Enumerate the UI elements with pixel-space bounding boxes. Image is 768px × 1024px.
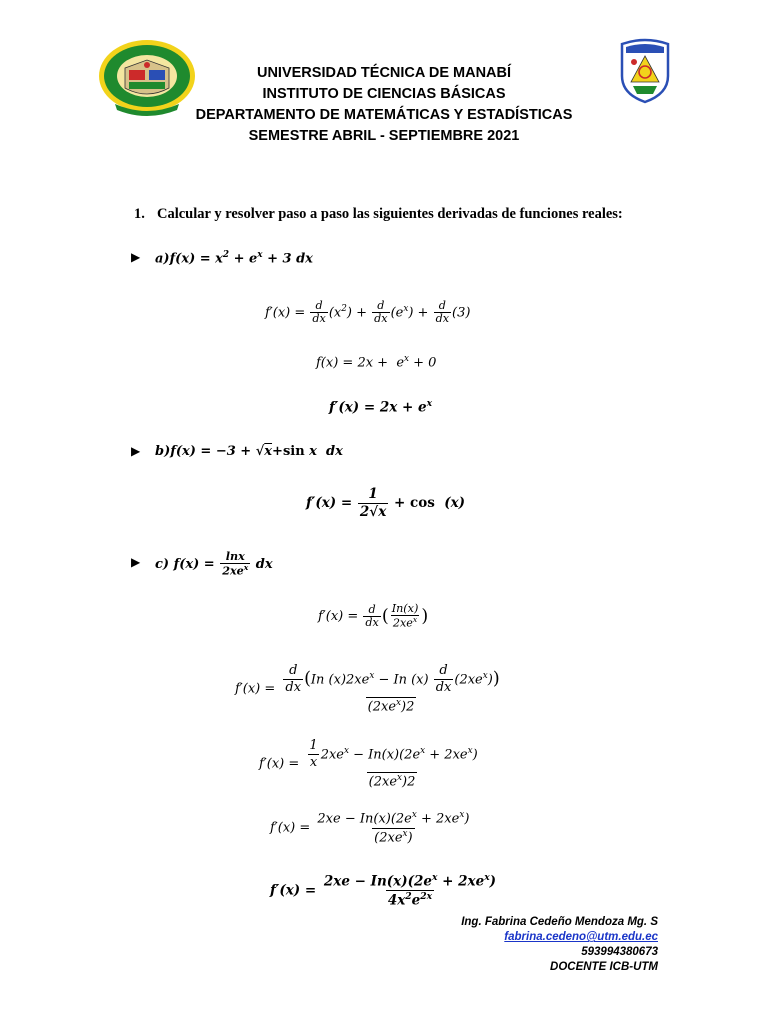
eq-a-result: $f'(x) = 2x + e^x$ [329, 398, 433, 416]
eq-c-step1: f′(x) = $\frac{d}{dx}$ ( $\frac{In(x)}{2xe^x}$ ) [318, 602, 429, 631]
bullet-arrow-icon: ▶ [131, 555, 141, 569]
author-role: DOCENTE ICB-UTM [550, 961, 658, 973]
eq-c-step2: f′(x) = $\frac{d}{dx}$ (In $(x)2xe^x - In$ (x) $\frac{d}{dx}$ $(2xe^x)$) $(2xe^x)2$ [235, 663, 500, 714]
eq-c-step3: f′(x) = $\frac{1}{x}$ $2xe^x - In(x)(2e^x + 2xe^x)$ $(2xe^x)2$ [259, 738, 478, 789]
eq-c-step4: f′(x) = $\frac{2xe - In(x)(2e^x + 2xe^x)}{(2xe^x)}$ [270, 810, 470, 845]
task-number: 1. [134, 206, 145, 222]
item-b-statement: b)f(x) = −3 + √x+sin x dx [155, 444, 343, 459]
bullet-arrow-icon: ▶ [131, 250, 141, 264]
item-a-statement: $a)f(x) = x^2 + e^x + 3$ dx [155, 250, 313, 267]
university-name: UNIVERSIDAD TÉCNICA DE MANABÍ [256, 65, 512, 81]
author-name: Ing. Fabrina Cedeño Mendoza Mg. S [461, 916, 658, 928]
eq-c-result: f′(x) = $\frac{2xe - In(x)(2e^x + 2xe^x)}{4x^2e^{2x}}$ [270, 872, 497, 909]
signature-block [461, 915, 658, 975]
author-email-link[interactable]: fabrina.cedeno@utm.edu.ec [504, 931, 658, 943]
eq-a-step2: $f(x) = 2x + e^x + 0$ [316, 354, 437, 371]
institute-name: INSTITUTO DE CIENCIAS BÁSICAS [262, 86, 506, 102]
eq-b-result: f′(x) = $\frac{1}{2√x}$ + cos (x) [306, 486, 466, 520]
eq-a-step1: f′(x) = $\frac{d}{dx}$ $(x^2)$ + $\frac{d}{dx}$ $(e^x)$ + $\frac{d}{dx}$ (3) [265, 299, 471, 326]
item-c-statement: c) f(x) = $\frac{\ln x}{2xe^x}$ dx [155, 550, 273, 579]
bullet-arrow-icon: ▶ [131, 444, 141, 458]
author-phone: 593994380673 [581, 946, 658, 958]
semester-label: SEMESTRE ABRIL - SEPTIEMBRE 2021 [248, 128, 520, 144]
task-statement: Calcular y resolver paso a paso las siguientes derivadas de funciones reales: [157, 206, 623, 222]
department-name: DEPARTAMENTO DE MATEMÁTICAS Y ESTADÍSTICAS [195, 107, 573, 123]
